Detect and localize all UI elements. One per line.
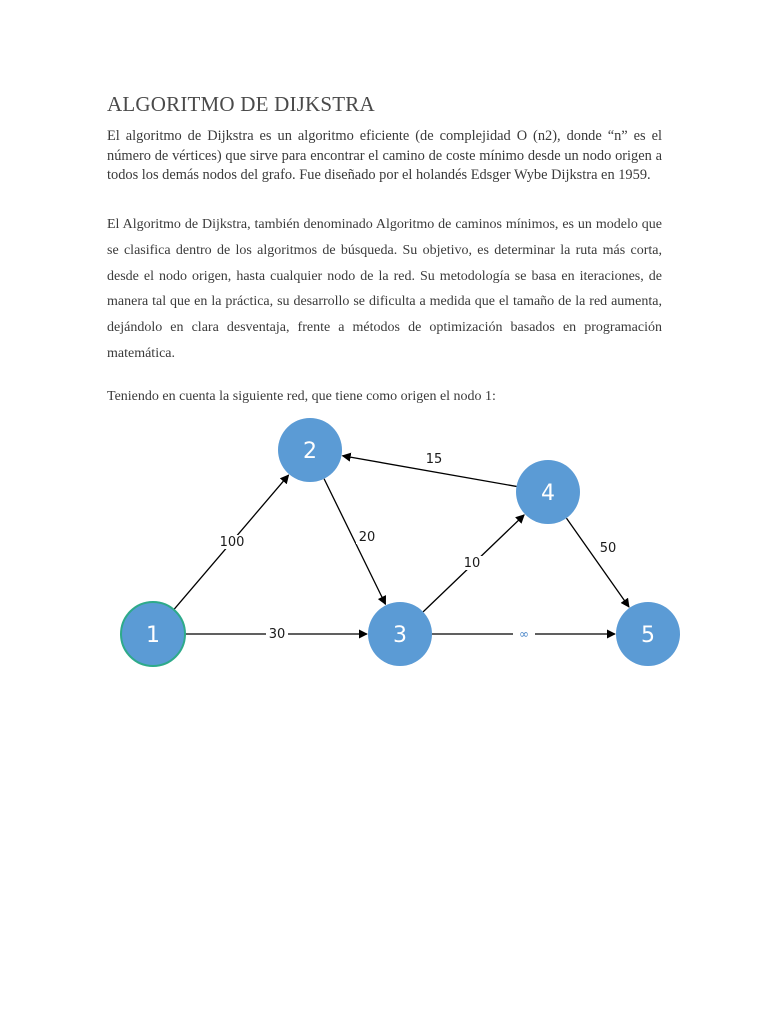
node-label-1: 1 bbox=[146, 623, 160, 648]
node-label-2: 2 bbox=[303, 439, 317, 464]
edge-weight-3-5: ∞ bbox=[519, 627, 529, 641]
page-title: ALGORITMO DE DIJKSTRA bbox=[107, 92, 375, 116]
edge-4-5 bbox=[566, 518, 629, 607]
edge-weight-1-3: 30 bbox=[268, 627, 286, 642]
paragraph-description: El Algoritmo de Dijkstra, también denominado Algoritmo de caminos mínimos, es un modelo que se clasifica dentro de los algoritmos de búsqueda. Su objetivo, es determinar la ruta más corta, desde el nodo origen, hasta cualquier nodo de la red. Su metodología se basa en iteraciones, de manera tal que en la práctica, su desarrollo se dificulta a medida que el tamaño de la red aumenta, dejándolo en clara desventaja, frente a métodos de optimización basados en programación matemática. bbox=[107, 217, 662, 361]
node-label-5: 5 bbox=[641, 623, 655, 648]
edge-weight-4-2: 15 bbox=[425, 452, 443, 467]
edge-weight-2-3: 20 bbox=[358, 530, 376, 545]
paragraph-intro: El algoritmo de Dijkstra es un algoritmo eficiente (de complejidad O (n2), donde “n” es el número de vértices) que sirve para encontrar el camino de coste mínimo desde un nodo origen a todos los demás nodos del grafo. Fue diseñado por el holandés Edsger Wybe Dijkstra en 1959. bbox=[107, 128, 662, 183]
edge-weight-4-5: 50 bbox=[599, 541, 617, 556]
node-label-4: 4 bbox=[541, 481, 555, 506]
edge-weight-1-2: 100 bbox=[219, 535, 245, 550]
edge-weight-3-4: 10 bbox=[463, 556, 481, 571]
node-label-3: 3 bbox=[393, 623, 407, 648]
paragraph-network-intro: Teniendo en cuenta la siguiente red, que tiene como origen el nodo 1: bbox=[107, 389, 496, 404]
